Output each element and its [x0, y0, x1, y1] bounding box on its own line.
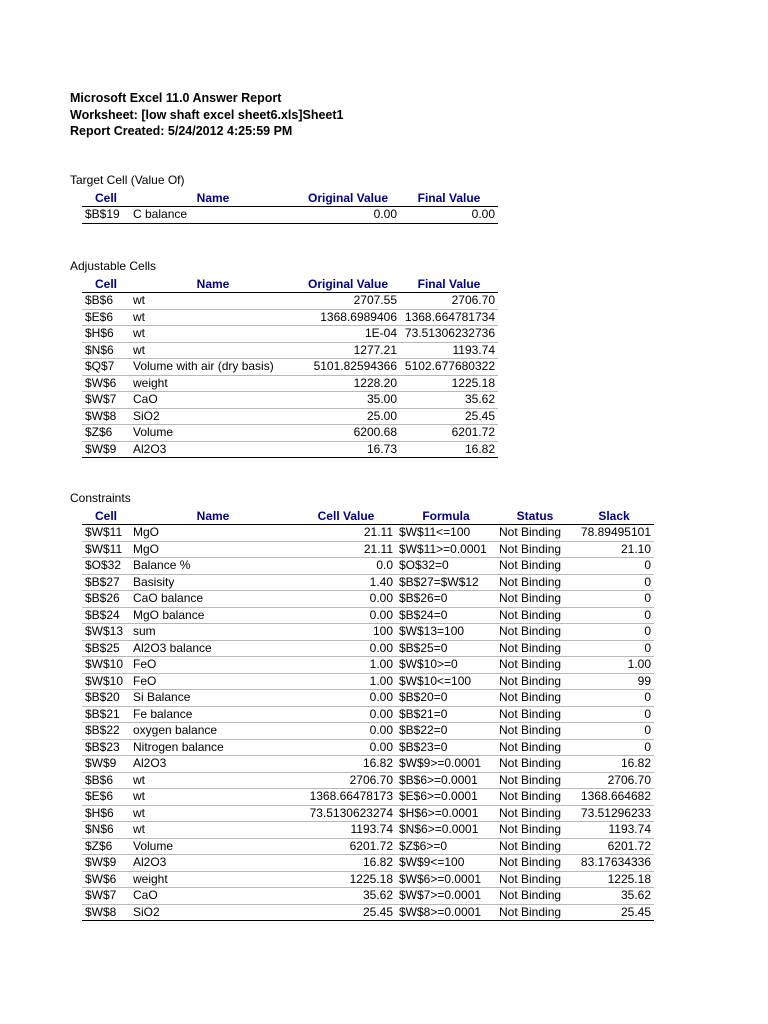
- slack-cell: 0: [644, 640, 651, 655]
- status-cell: Not Binding: [499, 789, 562, 803]
- final-value-cell: 2706.70: [451, 293, 495, 307]
- column-header-cell: Cell: [94, 277, 117, 291]
- report-title: Microsoft Excel 11.0 Answer Report: [70, 91, 282, 105]
- status-cell: Not Binding: [499, 706, 562, 721]
- original-value-cell: 35.00: [366, 392, 397, 406]
- adjustable-cells-title: Adjustable Cells: [70, 259, 157, 273]
- formula-cell: $E$6>=0.0001: [399, 789, 478, 803]
- table-row: [82, 739, 654, 756]
- cell-cell: $B$26: [85, 591, 120, 605]
- cell-value-cell: 1.00: [369, 673, 393, 688]
- status-cell: Not Binding: [499, 574, 562, 589]
- column-header-original-value: Original Value: [307, 277, 389, 291]
- status-cell: Not Binding: [499, 657, 562, 671]
- constraints-table: [82, 508, 654, 921]
- table-row: [82, 657, 654, 674]
- name-cell: wt: [133, 805, 145, 820]
- status-cell: Not Binding: [499, 822, 562, 836]
- name-cell: Volume: [133, 838, 174, 853]
- name-cell: Nitrogen balance: [133, 739, 224, 754]
- cell-value-cell: 100: [372, 624, 393, 638]
- original-value-cell: 25.00: [366, 408, 397, 423]
- cell-cell: $W$9: [85, 756, 117, 770]
- slack-cell: 78.89495101: [580, 525, 651, 539]
- final-value-cell: 73.51306232736: [404, 326, 495, 340]
- slack-cell: 21.10: [620, 541, 651, 556]
- slack-cell: 0: [644, 607, 651, 622]
- original-value-cell: 1277.21: [353, 342, 397, 357]
- table-row: [82, 207, 498, 224]
- cell-cell: $W$7: [85, 392, 117, 406]
- cell-cell: $W$8: [85, 408, 117, 423]
- name-cell: sum: [133, 624, 156, 638]
- status-cell: Not Binding: [499, 624, 562, 638]
- cell-cell: $Z$6: [85, 838, 113, 853]
- cell-cell: $W$6: [85, 375, 117, 390]
- slack-cell: 73.51296233: [580, 805, 651, 820]
- formula-cell: $O$32=0: [399, 558, 449, 572]
- cell-cell: $W$9: [85, 855, 117, 869]
- cell-value-cell: 1.00: [369, 657, 393, 671]
- name-cell: wt: [133, 789, 145, 803]
- table-row: [82, 558, 654, 575]
- cell-cell: $B$27: [85, 574, 120, 589]
- name-cell: MgO balance: [133, 607, 205, 622]
- cell-cell: $B$19: [85, 207, 120, 221]
- table-header-row: [82, 508, 654, 525]
- table-row: [82, 525, 654, 542]
- name-cell: wt: [133, 772, 145, 787]
- final-value-cell: 25.45: [464, 408, 495, 423]
- table-row: [82, 375, 498, 392]
- final-value-cell: 1225.18: [451, 375, 495, 390]
- table-row: [82, 888, 654, 905]
- cell-cell: $W$10: [85, 673, 124, 688]
- table-row: [82, 756, 654, 773]
- table-header-row: [82, 190, 498, 207]
- formula-cell: $W$9>=0.0001: [399, 756, 482, 770]
- original-value-cell: 1368.6989406: [320, 309, 397, 324]
- name-cell: wt: [133, 309, 145, 324]
- column-header-slack: Slack: [598, 509, 630, 523]
- slack-cell: 1.00: [627, 657, 651, 671]
- table-row: [82, 342, 498, 359]
- status-cell: Not Binding: [499, 871, 562, 886]
- final-value-cell: 16.82: [464, 441, 495, 456]
- name-cell: Al2O3: [133, 756, 167, 770]
- formula-cell: $W$6>=0.0001: [399, 871, 482, 886]
- status-cell: Not Binding: [499, 739, 562, 754]
- table-row: [82, 441, 498, 458]
- slack-cell: 35.62: [620, 888, 651, 902]
- column-header-final-value: Final Value: [417, 191, 481, 205]
- target-cell-table: [82, 190, 498, 224]
- cell-value-cell: 0.0: [376, 558, 393, 572]
- formula-cell: $W$8>=0.0001: [399, 904, 482, 919]
- formula-cell: $W$11>=0.0001: [399, 541, 487, 556]
- adjustable-cells-table: [82, 276, 498, 458]
- column-header-name: Name: [196, 191, 230, 205]
- name-cell: FeO: [133, 673, 157, 688]
- status-cell: Not Binding: [499, 591, 562, 605]
- table-row: [82, 855, 654, 872]
- constraints-title: Constraints: [70, 491, 131, 505]
- formula-cell: $B$23=0: [399, 739, 448, 754]
- cell-value-cell: 0.00: [369, 640, 393, 655]
- name-cell: Volume: [133, 425, 174, 439]
- table-header-row: [82, 276, 498, 293]
- name-cell: wt: [133, 822, 145, 836]
- status-cell: Not Binding: [499, 772, 562, 787]
- cell-value-cell: 73.5130623274: [309, 805, 393, 820]
- cell-cell: $H$6: [85, 326, 114, 340]
- formula-cell: $B$21=0: [399, 706, 448, 721]
- cell-cell: $O$32: [85, 558, 122, 572]
- status-cell: Not Binding: [499, 888, 562, 902]
- formula-cell: $Z$6>=0: [399, 838, 448, 853]
- original-value-cell: 1E-04: [364, 326, 397, 340]
- column-header-final-value: Final Value: [417, 277, 481, 291]
- column-header-cell: Cell: [94, 191, 117, 205]
- original-value-cell: 16.73: [366, 441, 397, 456]
- slack-cell: 1193.74: [608, 822, 651, 836]
- original-value-cell: 6200.68: [353, 425, 397, 439]
- slack-cell: 6201.72: [607, 838, 651, 853]
- status-cell: Not Binding: [499, 673, 562, 688]
- table-row: [82, 293, 498, 310]
- cell-cell: $B$6: [85, 772, 114, 787]
- name-cell: weight: [133, 375, 168, 390]
- original-value-cell: 2707.55: [353, 293, 397, 307]
- cell-value-cell: 21.11: [363, 525, 393, 539]
- slack-cell: 0: [644, 591, 651, 605]
- slack-cell: 16.82: [620, 756, 651, 770]
- cell-value-cell: 1225.18: [349, 871, 393, 886]
- report-created: Report Created: 5/24/2012 4:25:59 PM: [70, 124, 293, 138]
- status-cell: Not Binding: [499, 838, 562, 853]
- cell-value-cell: 0.00: [369, 739, 393, 754]
- slack-cell: 0: [644, 558, 651, 572]
- cell-cell: $H$6: [85, 805, 114, 820]
- formula-cell: $B$22=0: [399, 723, 448, 737]
- name-cell: SiO2: [133, 408, 160, 423]
- cell-cell: $B$21: [85, 706, 120, 721]
- final-value-cell: 1193.74: [452, 342, 495, 357]
- slack-cell: 1368.664682: [580, 789, 651, 803]
- slack-cell: 0: [644, 574, 651, 589]
- name-cell: wt: [133, 326, 145, 340]
- original-value-cell: 5101.82594366: [313, 359, 397, 373]
- name-cell: Si Balance: [133, 690, 191, 704]
- table-row: [82, 392, 498, 409]
- table-row: [82, 640, 654, 657]
- table-row: [82, 574, 654, 591]
- cell-cell: $E$6: [85, 309, 114, 324]
- name-cell: oxygen balance: [133, 723, 218, 737]
- formula-cell: $B$6>=0.0001: [399, 772, 478, 787]
- table-row: [82, 541, 654, 558]
- name-cell: Al2O3: [133, 855, 167, 869]
- status-cell: Not Binding: [499, 640, 562, 655]
- cell-value-cell: 0.00: [369, 706, 393, 721]
- formula-cell: $N$6>=0.0001: [399, 822, 479, 836]
- cell-cell: $W$10: [85, 657, 124, 671]
- cell-value-cell: 35.62: [362, 888, 393, 902]
- final-value-cell: 1368.664781734: [404, 309, 495, 324]
- table-row: [82, 822, 654, 839]
- table-row: [82, 408, 498, 425]
- slack-cell: 0: [644, 690, 651, 704]
- cell-value-cell: 2706.70: [349, 772, 393, 787]
- name-cell: Basisity: [133, 574, 175, 589]
- table-row: [82, 772, 654, 789]
- formula-cell: $W$9<=100: [399, 855, 465, 869]
- table-row: [82, 871, 654, 888]
- table-row: [82, 805, 654, 822]
- status-cell: Not Binding: [499, 805, 562, 820]
- cell-value-cell: 16.82: [362, 855, 393, 869]
- formula-cell: $W$10<=100: [399, 673, 472, 688]
- cell-cell: $Z$6: [85, 425, 113, 439]
- table-row: [82, 673, 654, 690]
- cell-cell: $W$13: [85, 624, 124, 638]
- slack-cell: 99: [637, 673, 651, 688]
- slack-cell: 2706.70: [607, 772, 651, 787]
- cell-cell: $Q$7: [85, 359, 115, 373]
- cell-value-cell: 1368.66478173: [309, 789, 393, 803]
- status-cell: Not Binding: [499, 756, 562, 770]
- cell-cell: $B$23: [85, 739, 120, 754]
- formula-cell: $W$7>=0.0001: [399, 888, 482, 902]
- status-cell: Not Binding: [499, 855, 562, 869]
- formula-cell: $B$26=0: [399, 591, 448, 605]
- cell-value-cell: 0.00: [369, 723, 393, 737]
- name-cell: FeO: [133, 657, 157, 671]
- cell-value-cell: 1193.74: [350, 822, 393, 836]
- cell-cell: $W$7: [85, 888, 117, 902]
- cell-cell: $N$6: [85, 342, 114, 357]
- name-cell: weight: [133, 871, 168, 886]
- status-cell: Not Binding: [499, 525, 562, 539]
- name-cell: CaO balance: [133, 591, 204, 605]
- name-cell: CaO: [133, 888, 158, 902]
- name-cell: wt: [133, 342, 145, 357]
- table-row: [82, 309, 498, 326]
- status-cell: Not Binding: [499, 541, 562, 556]
- table-row: [82, 690, 654, 707]
- original-value-cell: 0.00: [373, 207, 397, 221]
- cell-value-cell: 0.00: [369, 591, 393, 605]
- column-header-status: Status: [516, 509, 554, 523]
- formula-cell: $W$11<=100: [399, 525, 471, 539]
- table-row: [82, 904, 654, 921]
- cell-value-cell: 0.00: [369, 690, 393, 704]
- cell-value-cell: 6201.72: [349, 838, 393, 853]
- cell-value-cell: 0.00: [369, 607, 393, 622]
- cell-cell: $N$6: [85, 822, 114, 836]
- table-row: [82, 624, 654, 641]
- status-cell: Not Binding: [499, 904, 562, 919]
- slack-cell: 0: [644, 706, 651, 721]
- cell-value-cell: 16.82: [362, 756, 393, 770]
- formula-cell: $B$20=0: [399, 690, 448, 704]
- column-header-cell-value: Cell Value: [317, 509, 375, 523]
- cell-cell: $B$20: [85, 690, 120, 704]
- cell-cell: $B$6: [85, 293, 114, 307]
- formula-cell: $H$6>=0.0001: [399, 805, 479, 820]
- name-cell: CaO: [133, 392, 158, 406]
- slack-cell: 0: [644, 739, 651, 754]
- worksheet-name: Worksheet: [low shaft excel sheet6.xls]Sheet1: [70, 107, 344, 122]
- cell-cell: $W$11: [85, 525, 123, 539]
- table-row: [82, 838, 654, 855]
- column-header-original-value: Original Value: [307, 191, 389, 205]
- final-value-cell: 35.62: [464, 392, 495, 406]
- name-cell: C balance: [133, 207, 188, 221]
- status-cell: Not Binding: [499, 558, 562, 572]
- cell-value-cell: 21.11: [363, 541, 393, 556]
- column-header-formula: Formula: [422, 509, 470, 523]
- cell-cell: $W$6: [85, 871, 117, 886]
- name-cell: Balance %: [133, 558, 191, 572]
- table-row: [82, 723, 654, 740]
- name-cell: MgO: [133, 525, 160, 539]
- name-cell: SiO2: [133, 904, 160, 919]
- table-row: [82, 591, 654, 608]
- name-cell: wt: [133, 293, 145, 307]
- table-row: [82, 706, 654, 723]
- slack-cell: 83.17634336: [580, 855, 651, 869]
- status-cell: Not Binding: [499, 723, 562, 737]
- table-row: [82, 789, 654, 806]
- final-value-cell: 5102.677680322: [404, 359, 495, 373]
- target-cell-title: Target Cell (Value Of): [70, 173, 185, 187]
- slack-cell: 0: [644, 624, 651, 638]
- formula-cell: $B$27=$W$12: [399, 574, 479, 589]
- status-cell: Not Binding: [499, 690, 562, 704]
- name-cell: MgO: [133, 541, 160, 556]
- formula-cell: $B$25=0: [399, 640, 448, 655]
- cell-cell: $W$8: [85, 904, 117, 919]
- column-header-cell: Cell: [94, 509, 117, 523]
- name-cell: Fe balance: [133, 706, 193, 721]
- column-header-name: Name: [196, 509, 230, 523]
- column-header-name: Name: [196, 277, 230, 291]
- cell-cell: $W$11: [85, 541, 123, 556]
- formula-cell: $B$24=0: [399, 607, 448, 622]
- original-value-cell: 1228.20: [353, 375, 397, 390]
- table-row: [82, 425, 498, 442]
- formula-cell: $W$10>=0: [399, 657, 458, 671]
- final-value-cell: 0.00: [471, 207, 495, 221]
- cell-cell: $B$22: [85, 723, 120, 737]
- cell-cell: $B$25: [85, 640, 120, 655]
- name-cell: Al2O3: [133, 441, 167, 456]
- name-cell: Al2O3 balance: [133, 640, 212, 655]
- slack-cell: 25.45: [620, 904, 651, 919]
- cell-cell: $B$24: [85, 607, 120, 622]
- status-cell: Not Binding: [499, 607, 562, 622]
- table-row: [82, 607, 654, 624]
- table-row: [82, 326, 498, 343]
- report-header: [70, 90, 343, 140]
- slack-cell: 1225.18: [607, 871, 651, 886]
- final-value-cell: 6201.72: [451, 425, 495, 439]
- slack-cell: 0: [644, 723, 651, 737]
- name-cell: Volume with air (dry basis): [133, 359, 274, 373]
- formula-cell: $W$13=100: [399, 624, 465, 638]
- cell-value-cell: 25.45: [362, 904, 393, 919]
- cell-cell: $E$6: [85, 789, 114, 803]
- cell-cell: $W$9: [85, 441, 117, 456]
- cell-value-cell: 1.40: [369, 574, 393, 589]
- table-row: [82, 359, 498, 376]
